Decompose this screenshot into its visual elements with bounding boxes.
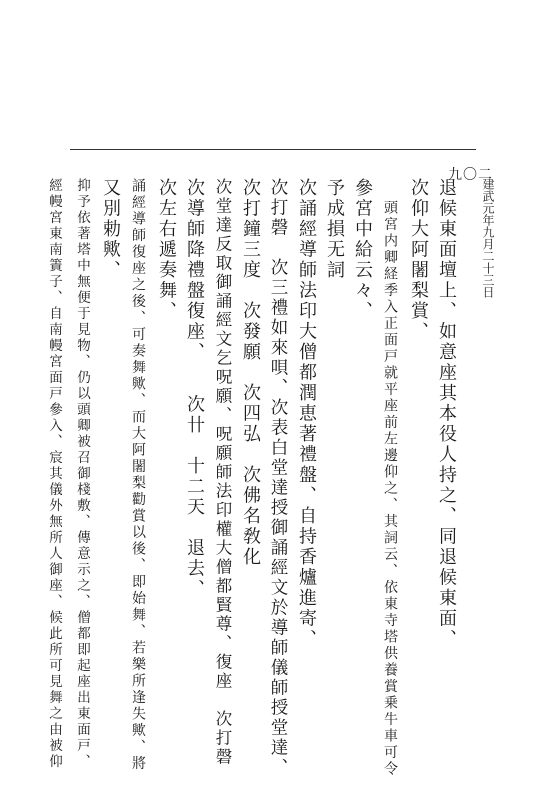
text-column-8: 次打鐘三度 次發願 次四弘 次佛名敎化 [240, 178, 261, 568]
running-header-date: 建武元年九月二十三日 [481, 178, 495, 298]
vertical-text-body [40, 178, 460, 778]
text-column-3: 頭宮内卿経季入正面戸就平座前左邊仰之、其詞云、依東寺塔供養賞乗牛車可令 [382, 200, 398, 778]
text-column-10: 次導師降禮盤復座、 次卄 十二天 退去、 [184, 178, 205, 600]
text-column-9: 次堂達反取御誦經文乞呪願、呪願師法印權大僧都賢尊、復座 次打磬 [213, 178, 232, 767]
text-column-12: 誦經導師復座之後、可奏舞歟、而大阿闍梨勸賞以後、即始舞、若樂所逢失歟、將 [130, 178, 146, 772]
text-column-7: 次打磬 次三禮如來唄、次表白堂達授御誦經文於導師儀師授堂達、 [268, 178, 288, 778]
text-column-5: 予成損无詞 [324, 178, 345, 281]
text-column-6: 次誦經導師法印大僧都潤恵著禮盤、自持香爐進寄、 [296, 178, 317, 650]
text-column-4: 參宮中給云々、 [352, 178, 373, 322]
text-column-13: 又別勅歟、 [100, 178, 121, 281]
page-number: 九〇二 [448, 167, 493, 183]
text-column-1: 退候東面壇上、如意座其本役人持之、同退候東面、 [436, 178, 457, 650]
text-column-15: 經幔宮東南簀子、自南幔宮面戸參入、宸其儀外無所人御座、候此所可見舞之由被仰 [46, 178, 62, 770]
text-column-11: 次左右遞奏舞、 [156, 178, 177, 322]
text-column-2: 次仰大阿闍梨賞、 [408, 178, 429, 342]
top-rule [70, 149, 476, 150]
text-column-14: 抑予依著塔中無便于見物、仍以頭卿被召御棧敷、傳意示之、僧都即起座出東面戸、 [74, 178, 90, 770]
